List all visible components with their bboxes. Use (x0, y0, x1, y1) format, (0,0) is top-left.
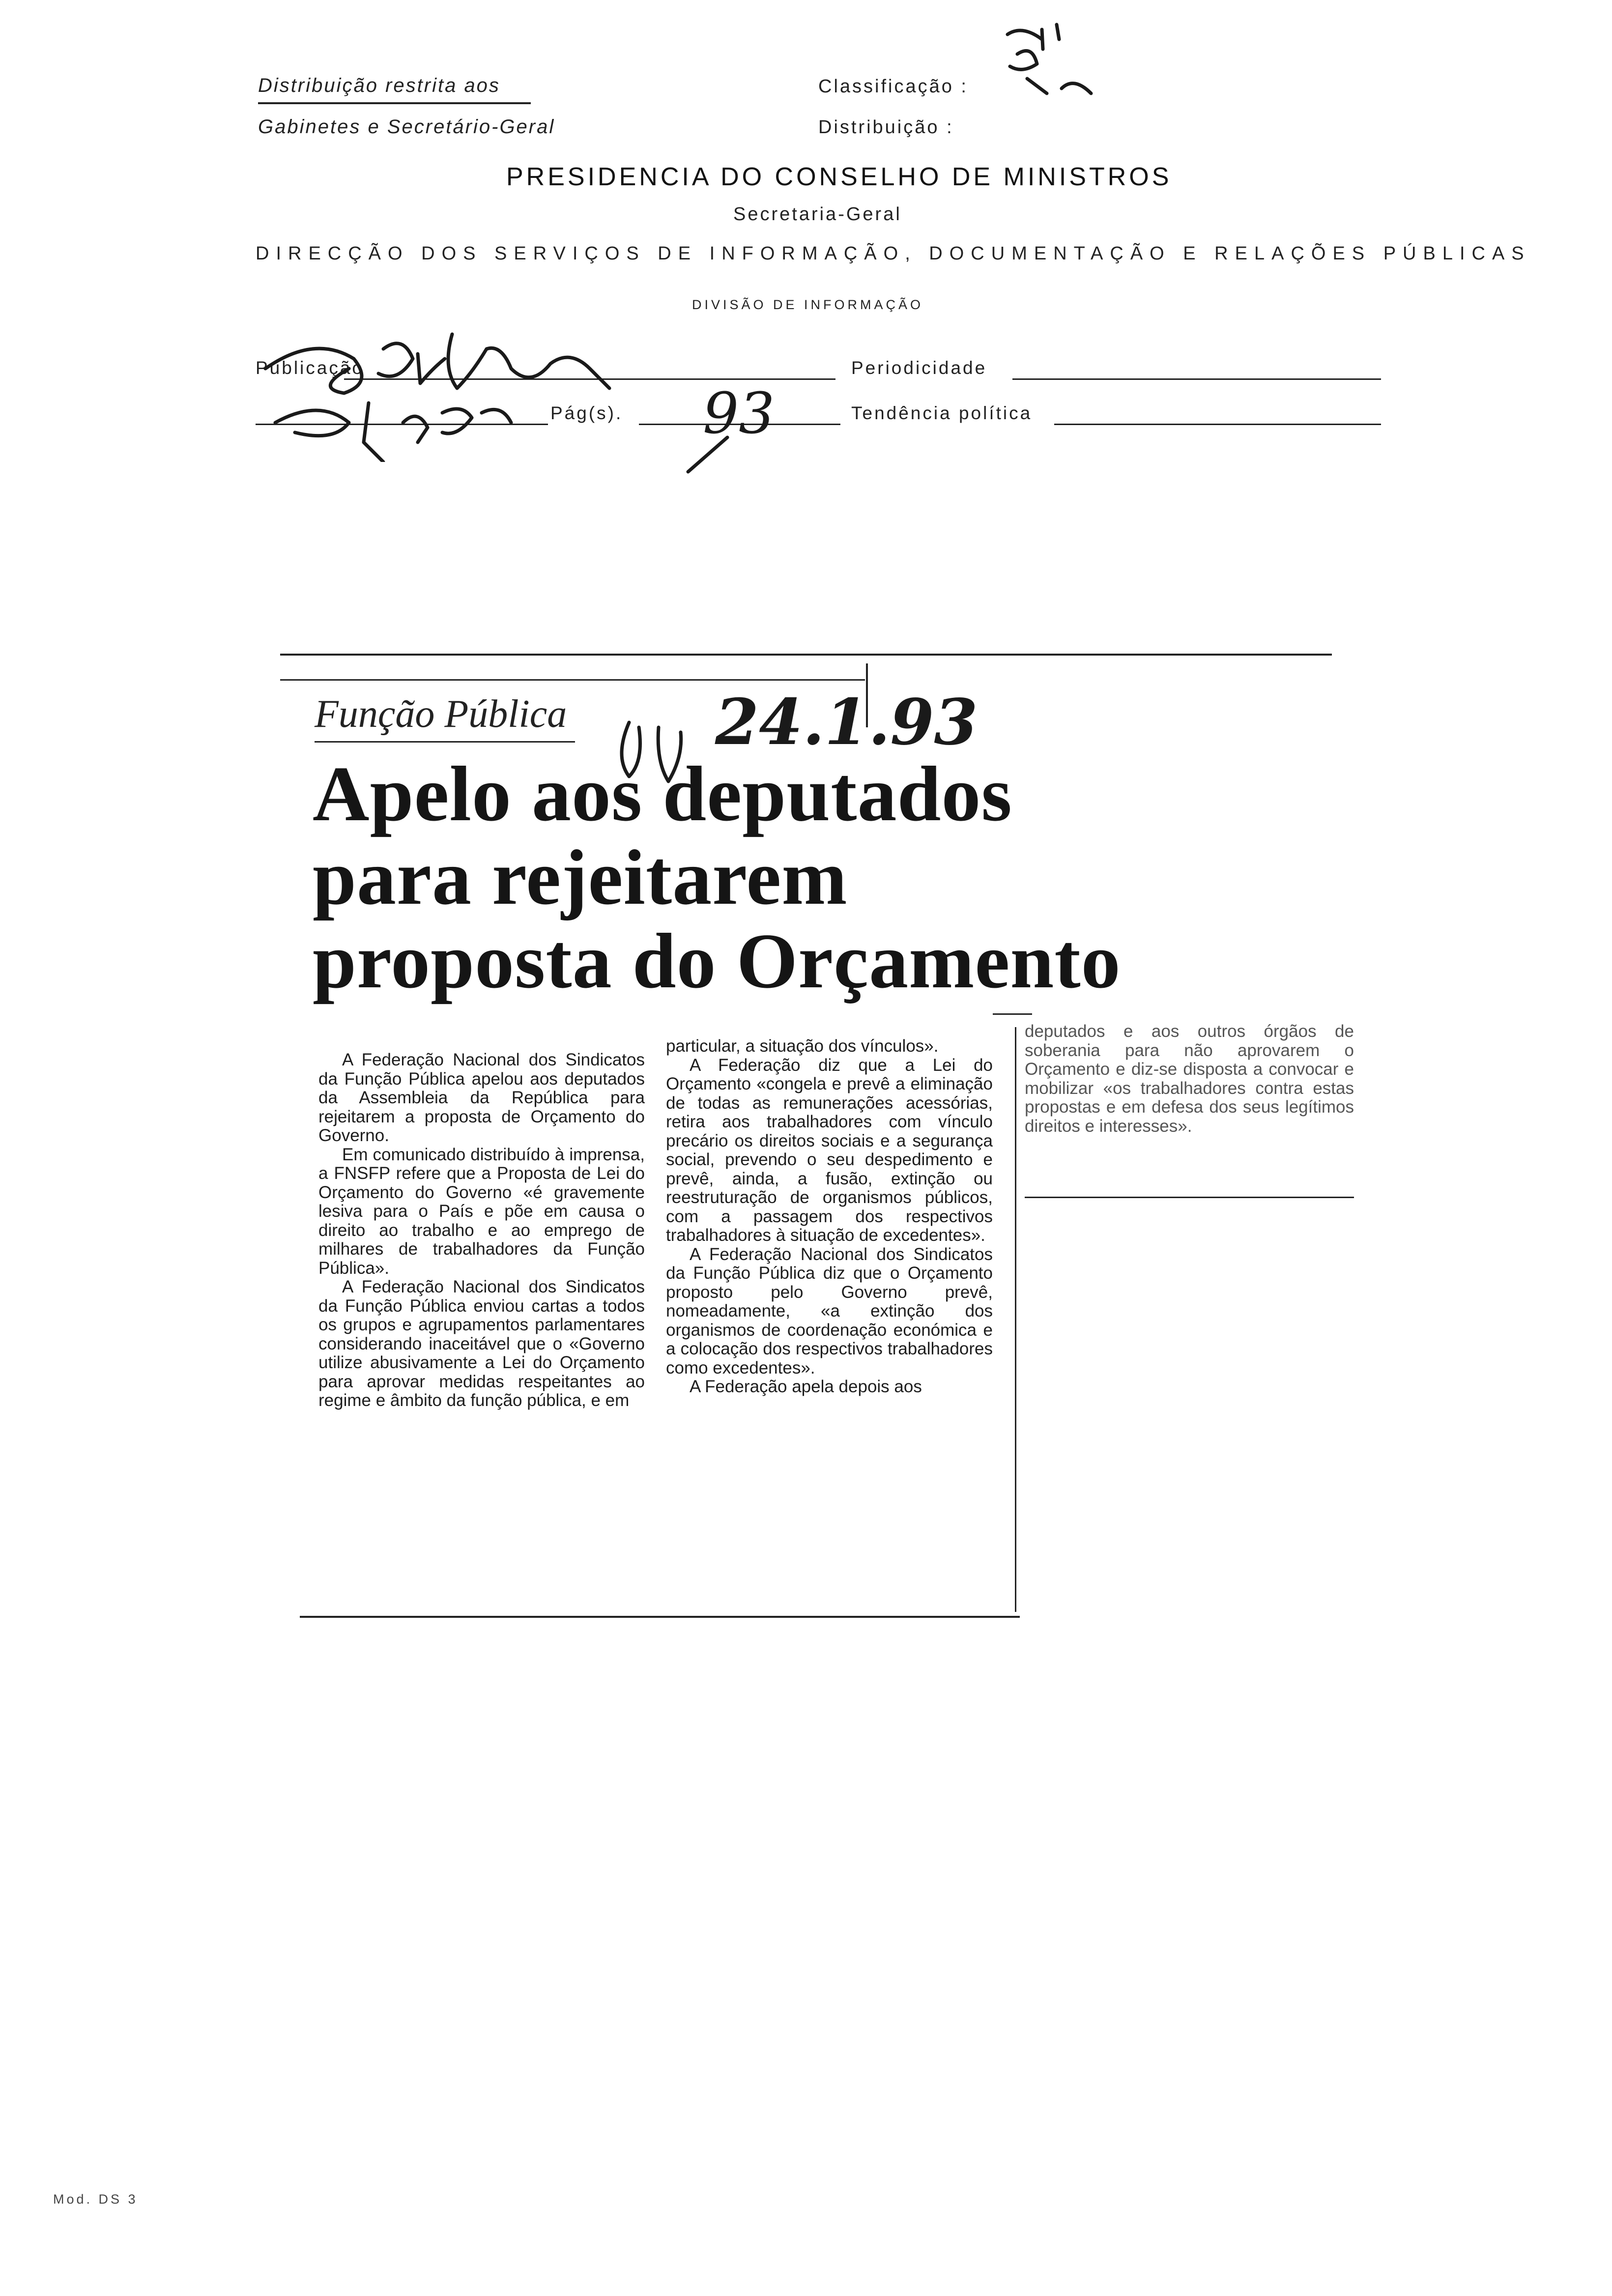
distribution-line-1: Distribuição restrita aos (258, 75, 500, 96)
article-column-3 (1025, 1022, 1354, 1179)
page-subtitle: Secretaria-Geral (733, 204, 902, 225)
form-code: Mod. DS 3 (53, 2192, 138, 2207)
kicker-underline (315, 741, 575, 743)
col1-paragraph-3: A Federação Nacional dos Sindicatos da Função Pública enviou cartas a todos os grupos e agrupamentos parlamentares considerando inaceitável que o «Governo utilize abusivamente a Lei do Orçamento para aprovar medidas respeitantes ao regime e âmbito da função pública, e em (318, 1277, 645, 1410)
headline-line-1: Apelo aos deputados (313, 750, 1012, 837)
periodicity-field-line (1012, 378, 1381, 380)
distribution-underline (258, 102, 531, 104)
handwritten-publication-signature (256, 315, 688, 462)
political-tendency-field-line (1054, 424, 1381, 425)
article-column-1 (318, 1051, 645, 1591)
page-title: PRESIDENCIA DO CONSELHO DE MINISTROS (506, 163, 1172, 191)
handwritten-classification-mark (988, 20, 1111, 118)
col1-paragraph-1: A Federação Nacional dos Sindicatos da Função Pública apelou aos deputados da Assembleia da República para rejeitarem a proposta de Orçamento do Governo. (318, 1051, 645, 1145)
col2-paragraph-2: A Federação diz que a Lei do Orçamento «congela e prevê a eliminação de todas as remunerações acessórias, retira aos trabalhadores com vínculo precário os direitos sociais e a segurança social, prevendo o seu despedimento e prevê, ainda, a fusão, extinção ou reestruturação de organismos públicos, com a passagem dos respectivos trabalhadores à situação de excedentes». (666, 1055, 993, 1245)
headline-line-2: para rejeitarem (313, 833, 848, 921)
handwritten-page-number-stroke (678, 432, 737, 477)
col2-paragraph-3: A Federação Nacional dos Sindicatos da Função Pública diz que o Orçamento proposto pelo Governo prevê, nomeadamente, «a extinção dos organismos de coordenação económica e a colocação dos respectivos trabalhadores como excedentes». (666, 1244, 993, 1378)
article-kicker: Função Pública (315, 692, 567, 736)
article-column-2 (666, 1037, 993, 1592)
column-3-bottom-rule (1025, 1197, 1354, 1198)
publication-label: Publicação (256, 358, 365, 378)
handwritten-page-number: 93 (703, 381, 775, 447)
clipping-top-rule (280, 654, 1332, 656)
classification-label: Classificação : (818, 76, 968, 97)
distribution-line-2: Gabinetes e Secretário-Geral (258, 116, 555, 138)
headline-end-rule (993, 1013, 1032, 1015)
directorate-line: DIRECÇÃO DOS SERVIÇOS DE INFORMAÇÃO, DOCUMENTAÇÃO E RELAÇÕES PÚBLICAS (256, 243, 1531, 264)
handwritten-clipping-date: 24.1.93 (715, 686, 978, 759)
article-headline (313, 752, 1345, 1003)
division-line: DIVISÃO DE INFORMAÇÃO (692, 297, 924, 312)
clipping-bottom-rule (300, 1616, 1020, 1618)
political-tendency-label: Tendência política (851, 403, 1033, 423)
column-separator (1015, 1027, 1016, 1612)
kicker-top-rule (280, 679, 865, 681)
distribution-label: Distribuição : (818, 117, 954, 138)
col3-paragraph-1: deputados e aos outros órgãos de soberania para não aprovarem o Orçamento e diz-se disposta a convocar e mobilizar «os trabalhadores contra estas propostas e em defesa dos seus legítimos direitos e interesses». (1025, 1022, 1354, 1136)
col1-paragraph-2: Em comunicado distribuído à imprensa, a FNSFP refere que a Proposta de Lei do Orçamento do Governo «é gravemente lesiva para o País e põe em causa o direito ao trabalho e ao emprego de milhares de trabalhadores da Função Pública». (318, 1145, 645, 1278)
headline-line-3: proposta do Orçamento (313, 917, 1121, 1004)
col2-paragraph-4: A Federação apela depois aos (690, 1377, 922, 1396)
col2-paragraph-1: particular, a situação dos vínculos». (666, 1037, 939, 1056)
pages-label: Pág(s). (550, 403, 623, 423)
periodicity-label: Periodicidade (851, 358, 987, 378)
